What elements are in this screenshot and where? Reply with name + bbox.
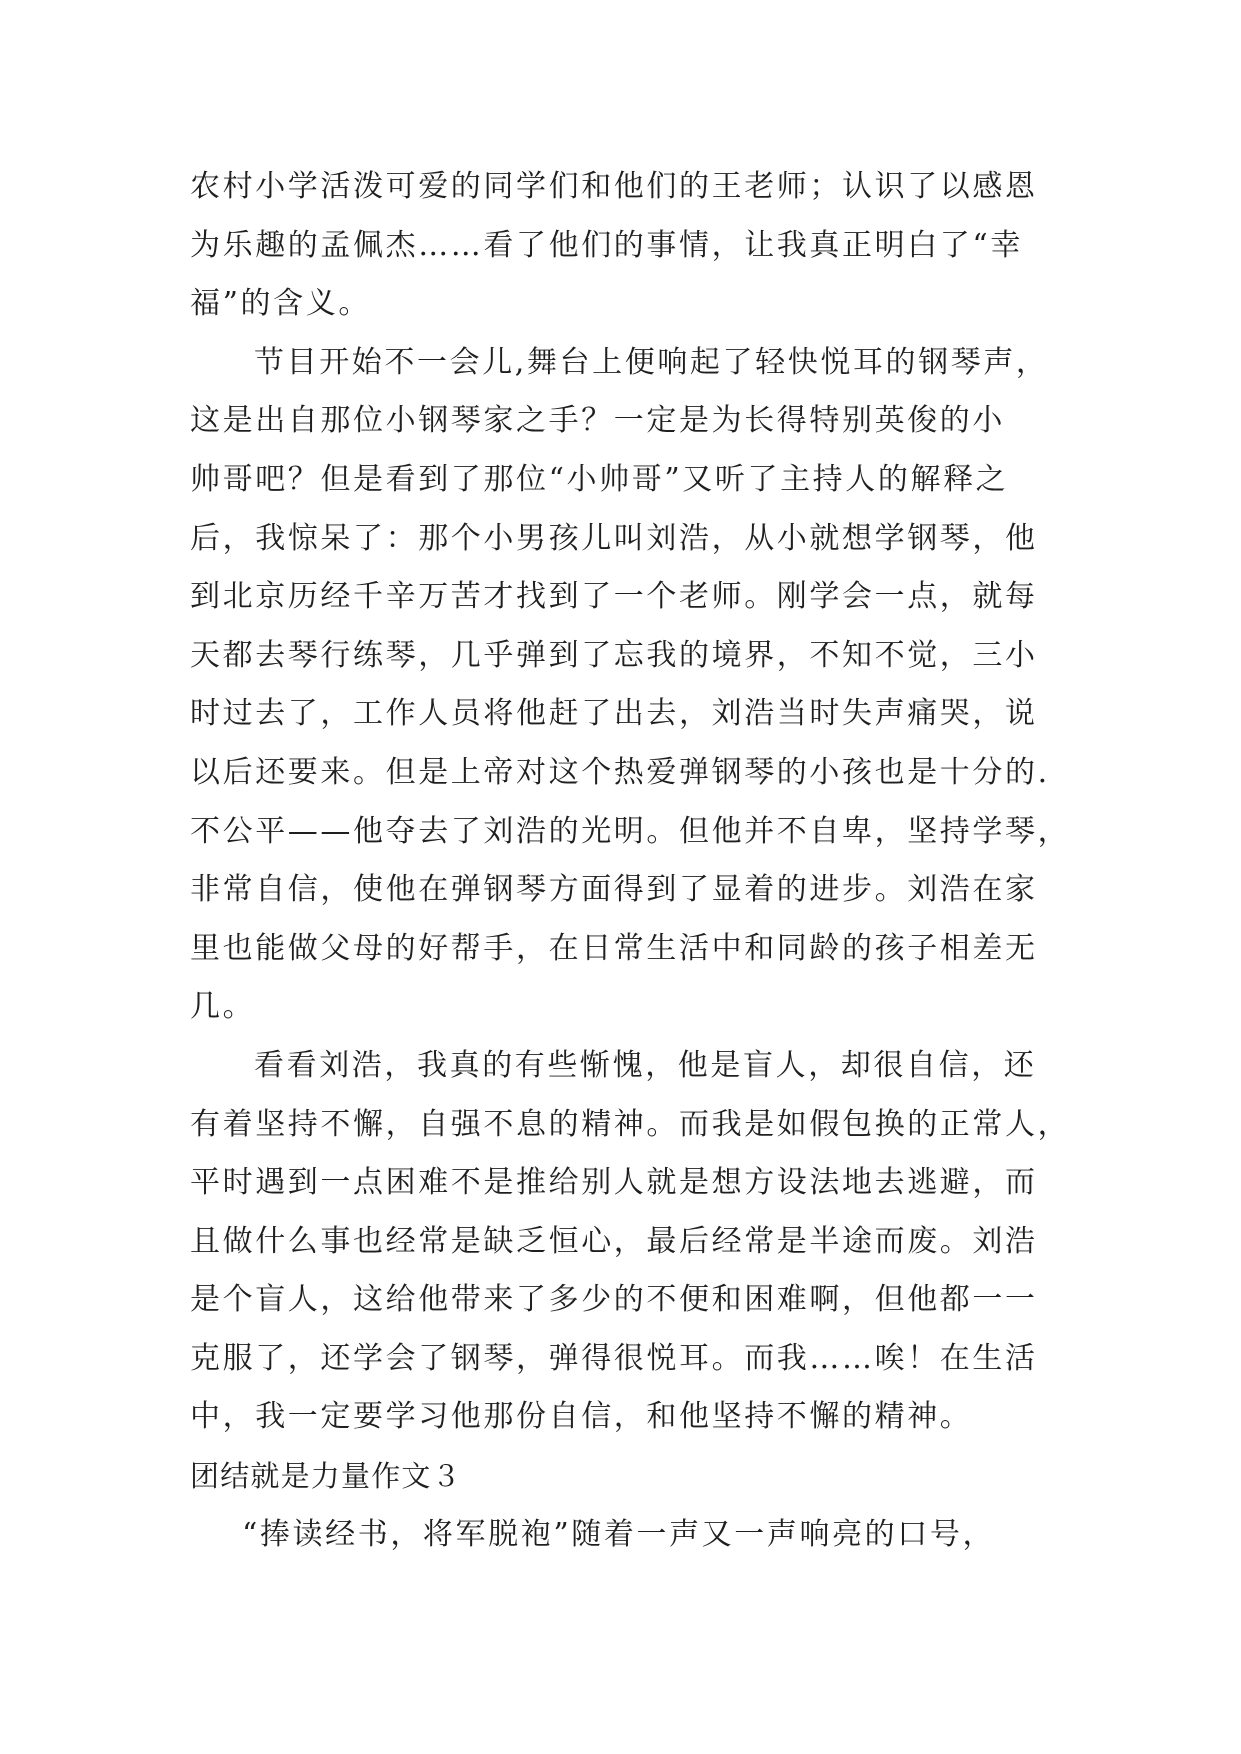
paragraph-line: 克服了，还学会了钢琴，弹得很悦耳。而我……唉！在生活 [190, 1340, 1038, 1376]
paragraph-line: 看看刘浩，我真的有些惭愧，他是盲人，却很自信，还 [254, 1047, 1037, 1083]
paragraph-line: 里也能做父母的好帮手，在日常生活中和同龄的孩子相差无 [190, 930, 1038, 966]
paragraph-line: 非常自信，使他在弹钢琴方面得到了显着的进步。刘浩在家 [190, 872, 1038, 908]
paragraph-line: 农村小学活泼可爱的同学们和他们的王老师；认识了以感恩 [190, 169, 1038, 204]
paragraph-line: 中，我一定要学习他那份自信，和他坚持不懈的精神。 [190, 1399, 973, 1435]
paragraph-line: 节目开始不一会儿,舞台上便响起了轻快悦耳的钢琴声， [254, 344, 1049, 380]
paragraph-line: 有着坚持不懈，自强不息的精神。而我是如假包换的正常人， [190, 1106, 1071, 1142]
paragraph-line: 福”的含义。 [190, 286, 371, 322]
paragraph-line: 是个盲人，这给他带来了多少的不便和困难啊，但他都一一 [190, 1282, 1038, 1318]
paragraph-line: 以后还要来。但是上帝对这个热爱弹钢琴的小孩也是十分的. [190, 754, 1050, 790]
paragraph-line: 后，我惊呆了：那个小男孩儿叫刘浩，从小就想学钢琴，他 [190, 520, 1038, 556]
paragraph-line: 不公平——他夺去了刘浩的光明。但他并不自卑，坚持学琴， [190, 813, 1071, 849]
paragraph-line: 这是出自那位小钢琴家之手？一定是为长得特别英俊的小 [190, 403, 1005, 439]
paragraph-line: 天都去琴行练琴，几乎弹到了忘我的境界，不知不觉，三小 [190, 637, 1038, 673]
paragraph-line: 到北京历经千辛万苦才找到了一个老师。刚学会一点，就每 [190, 579, 1038, 615]
paragraph-line: 平时遇到一点困难不是推给别人就是想方设法地去逃避，而 [190, 1165, 1038, 1201]
paragraph-line: 几。 [190, 989, 256, 1025]
paragraph-line: 为乐趣的孟佩杰……看了他们的事情，让我真正明白了“幸 [190, 227, 1023, 263]
paragraph-line: “捧读经书，将军脱袍”随着一声又一声响亮的口号， [242, 1516, 996, 1552]
document-body [190, 158, 1071, 1564]
paragraph-line: 时过去了，工作人员将他赶了出去，刘浩当时失声痛哭，说 [190, 696, 1038, 732]
section-heading: 团结就是力量作文３ [190, 1459, 462, 1494]
paragraph-line: 且做什么事也经常是缺乏恒心，最后经常是半途而废。刘浩 [190, 1223, 1038, 1259]
paragraph-line: 帅哥吧？但是看到了那位“小帅哥”又听了主持人的解释之 [190, 461, 1009, 497]
